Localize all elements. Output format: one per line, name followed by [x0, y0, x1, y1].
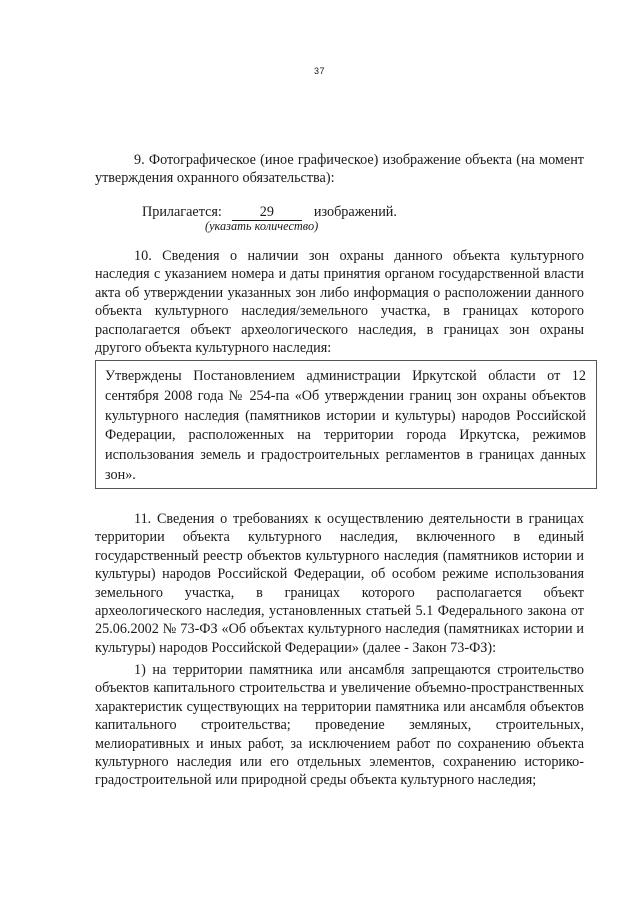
page-number: 37: [313, 66, 325, 76]
attachment-count: 29: [232, 205, 302, 221]
section-10-text: 10. Сведения о наличии зон охраны данного объекта культурного наследия с указанием номера и даты принятия органом государственной власти акта об утверждении указанных зон либо информация о расположении данного объекта культурного наследия/земельного участка, в границах которого располагается объект археологического наследия, в границах зон охраны другого объекта культурного наследия:: [95, 248, 584, 357]
attachment-unit: изображений.: [313, 204, 397, 220]
protection-zones-box: [95, 360, 597, 489]
section-11-item-1: 1) на территории памятника или ансамбля запрещаются строительство объектов капитального строительства и увеличение объемно-пространственных характеристик существующих на территории памятника или ансамбля объектов капитального строительства; проведение земляных, строительных, мелиоративных и иных работ, за исключением работ по сохранению объекта культурного наследия или его отдельных элементов, сохранению историко-градостроительной или природной среды объекта культурного наследия;: [95, 662, 584, 789]
attachment-hint: (указать количество): [205, 219, 319, 233]
section-9-text: 9. Фотографическое (иное графическое) изображение объекта (на момент утверждения охранного обязательства):: [95, 152, 584, 187]
protection-zones-text: Утверждены Постановлением администрации Иркутской области от 12 сентября 2008 года № 254-па «Об утверждении границ зон охраны объектов культурного наследия (памятников истории и культуры) народов Российской Федерации, расположенных на территории города Иркутска, режимов использования земель и градостроительных регламентов в границах данных зон».: [105, 368, 586, 483]
section-11-text: 11. Сведения о требованиях к осуществлению деятельности в границах территории объекта культурного наследия, включенного в единый государственный реестр объектов культурного наследия (памятников истории и культуры) народов Российской Федерации, об особом режиме использования земельного участка, в границах которого располагается объект археологического наследия, установленных статьей 5.1 Федерального закона от 25.06.2002 № 73-ФЗ «Об объектах культурного наследия (памятниках истории и культуры) народов Российской Федерации» (далее - Закон 73-ФЗ):: [95, 511, 584, 656]
attachment-label: Прилагается:: [142, 204, 222, 220]
